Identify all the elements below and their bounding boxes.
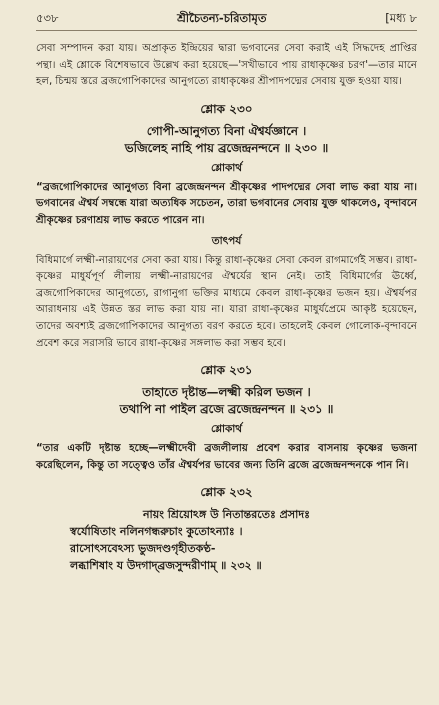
verse-232-block [36,484,417,574]
continued-purport: সেবা সম্পাদন করা যায়। অপ্রাকৃত ইন্দ্রিয়ের দ্বারা ভগবানের সেবা করাই এই সিদ্ধদেহ প্রাপ্তির পন্থা। এই শ্লোকে বিশেষভাবে উল্লেখ করা হয়েছে—'সখীভাবে পায় রাধাকৃষ্ণের চরণ'—তার মানে হল, চিন্ময় স্তরে ব্রজগোপিকাদের আনুগত্যে রাধাকৃষ্ণের শ্রীপাদপদ্মের সেবায় যুক্ত হওয়া যায়। [36,43,417,88]
translation-text: “ব্রজগোপিকাদের আনুগত্য বিনা ব্রজেন্দ্রনন্দন শ্রীকৃষ্ণের পাদপদ্মের সেবা লাভ করা যায় না। ভগবানের ঐশ্বর্য সম্বন্ধে যারা অত্যধিক সচেতন, তারা ভগবানের সেবায় যুক্ত থাকলেও, বৃন্দাবনে শ্রীকৃষ্ণের চরণাশ্রয় লাভ করতে পারেন না। [36,181,417,226]
sanskrit-line: নায়ং শ্রিয়োঽঙ্গ উ নিতান্তরতেঃ প্রসাদঃ [142,508,310,522]
translation-label: শ্লোকার্থ [210,423,243,436]
verse-title: শ্লোক ২৩২ [200,485,253,500]
purport-label: তাৎপর্য [211,234,242,247]
verse-230-block [36,101,417,352]
sanskrit-line: রাসোৎসবেঽস্য ভুজদণ্ডগৃহীতকণ্ঠ- [70,542,216,556]
verse-231-block [36,362,417,474]
book-title: শ্রীচৈতন্য-চরিতামৃত [177,11,267,25]
translation-label: শ্লোকার্থ [210,161,243,174]
verse-line: তথাপি না পাইল ব্রজে ব্রজেন্দ্রনন্দন ॥ ২৩১ ॥ [119,402,334,417]
sanskrit-line: স্বর্যোষিতাং নলিনগন্ধরুচাং কুতোঽন্যাঃ । [70,525,243,539]
verse-line: গোপী-আনুগত্য বিনা ঐশ্বর্যজ্ঞানে । [146,123,307,138]
translation-text: “তার একটি দৃষ্টান্ত হচ্ছে—লক্ষ্মীদেবী ব্রজলীলায় প্রবেশ করার বাসনায় কৃষ্ণের ভজনা করেছিলেন, কিন্তু তা সত্ত্বেও তাঁর ঐশ্বর্যপর ভাবের জন্য তিনি ব্রজে ব্রজেন্দ্রনন্দনকে পান নি। [36,443,417,471]
verse-line: ভজিলেহ নাহি পায় ব্রজেন্দ্রনন্দনে ॥ ২৩০ ॥ [124,140,329,155]
sanskrit-line: লব্ধাশিষাং য উদগাদ্‌ব্রজসুন্দরীণাম্‌ ॥ ২৩২ ॥ [70,559,262,573]
page-number: ৫৩৮ [36,11,59,25]
verse-title: শ্লোক ২৩০ [200,101,253,116]
purport-text: বিধিমার্গে লক্ষ্মী-নারায়ণের সেবা করা যায়। কিন্তু রাধা-কৃষ্ণের সেবা কেবল রাগমার্গেই সম্ভব। রাধা-কৃষ্ণের মাধুর্যপূর্ণ লীলায় লক্ষ্মী-নারায়ণের ঐশ্বর্যের স্থান নেই। তাই বিধিমার্গের ঊর্ধ্বে, ব্রজগোপিকাদের আনুগত্যে, রাগানুগা ভক্তির মাধ্যমে কেবল রাধা-কৃষ্ণের ভজন হয়। ঐশ্বর্যপর আরাধনায় এই উন্নত স্তর লাভ করা যায় না। যারা রাধা-কৃষ্ণের মাধুর্যপ্রেমে আকৃষ্ট হয়েছেন, তাদের অবশ্যই ব্রজগোপিকাদের আনুগত্য বরণ করতে হবে। তাহলেই কেবল গোলোক-বৃন্দাবনে প্রবেশ করে সরাসরি ভাবে রাধা-কৃষ্ণের সঙ্গলাভ করা সম্ভব হবে। [36,254,417,349]
verse-title: শ্লোক ২৩১ [200,363,253,378]
verse-line: তাহাতে দৃষ্টান্ত—লক্ষ্মী করিল ভজন । [142,385,311,400]
running-header [36,10,417,31]
section-indicator: [মধ্য ৮ [385,11,417,25]
